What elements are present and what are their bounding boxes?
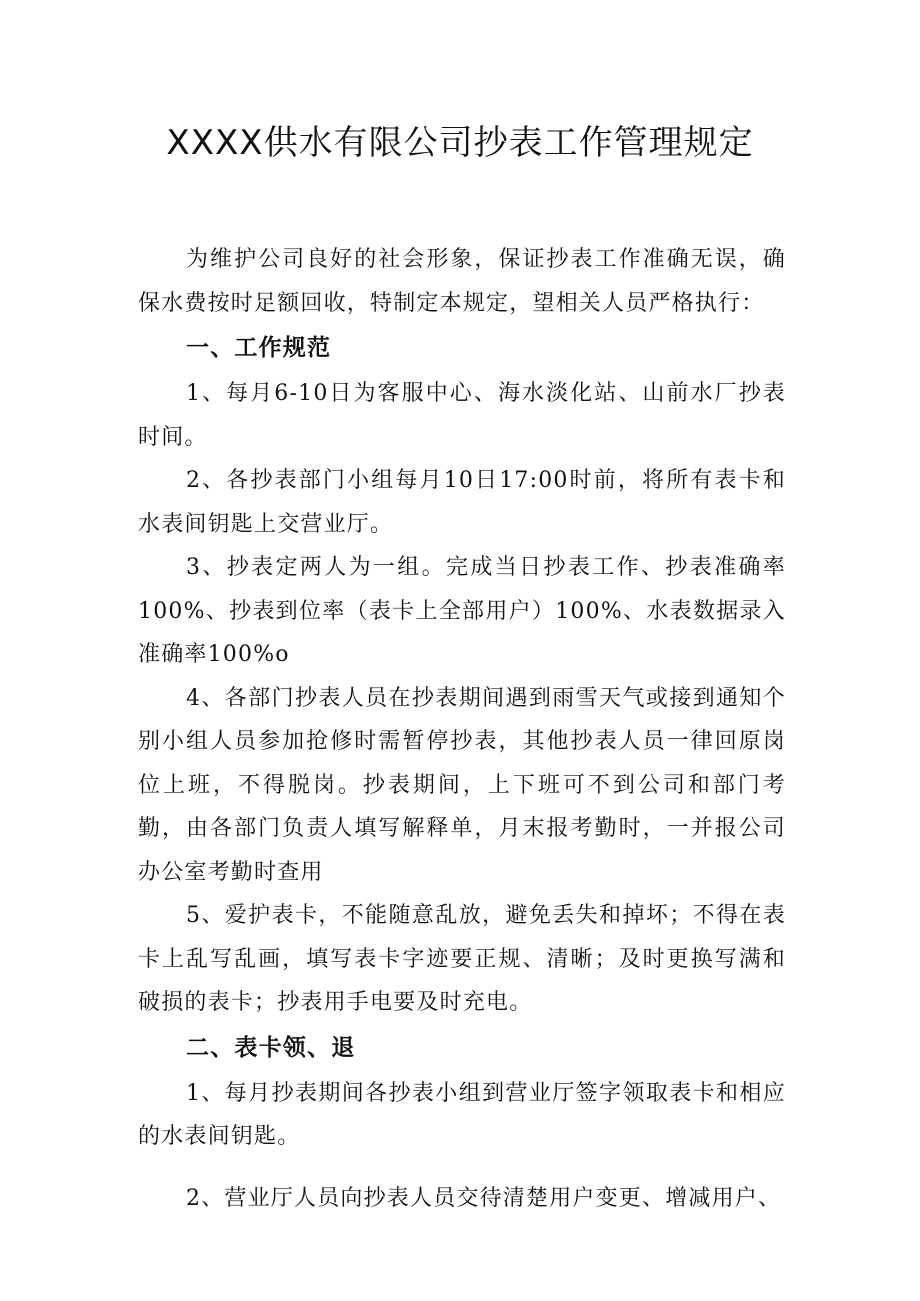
rule-item-5: 5、爱护表卡，不能随意乱放，避免丢失和掉坏；不得在表卡上乱写乱画，填写表卡字迹要正规、清晰；及时更换写满和破损的表卡；抄表用手电要及时充电。 bbox=[138, 903, 786, 1015]
rule-item-3: 3、抄表定两人为一组。完成当日抄表工作、抄表准确率100%、抄表到位率（表卡上全部用户）100%、水表数据录入准确率100%o bbox=[138, 555, 786, 667]
section-heading-work-rules: 一、工作规范 bbox=[186, 335, 332, 361]
document-body bbox=[138, 238, 786, 1220]
section-heading-card-collection: 二、表卡领、退 bbox=[186, 1034, 356, 1061]
document-title: XXXX供水有限公司抄表工作管理规定 bbox=[166, 123, 754, 163]
card-item-2: 2、营业厅人员向抄表人员交待清楚用户变更、增减用户、 bbox=[186, 1185, 782, 1211]
rule-item-2: 2、各抄表部门小组每月10日17:00时前，将所有表卡和水表间钥匙上交营业厅。 bbox=[138, 468, 786, 537]
rule-item-4: 4、各部门抄表人员在抄表期间遇到雨雪天气或接到通知个别小组人员参加抢修时需暂停抄表，其他抄表人员一律回原岗位上班，不得脱岗。抄表期间，上下班可不到公司和部门考勤，由各部门负责人填写解释单，月末报考勤时，一并报公司办公室考勤时查用 bbox=[138, 685, 786, 885]
rule-item-1: 1、每月6-10日为客服中心、海水淡化站、山前水厂抄表时间。 bbox=[138, 381, 786, 450]
card-item-1: 1、每月抄表期间各抄表小组到营业厅签字领取表卡和相应的水表间钥匙。 bbox=[138, 1080, 786, 1149]
intro-paragraph: 为维护公司良好的社会形象，保证抄表工作准确无误，确保水费按时足额回收，特制定本规定，望相关人员严格执行： bbox=[138, 247, 786, 316]
